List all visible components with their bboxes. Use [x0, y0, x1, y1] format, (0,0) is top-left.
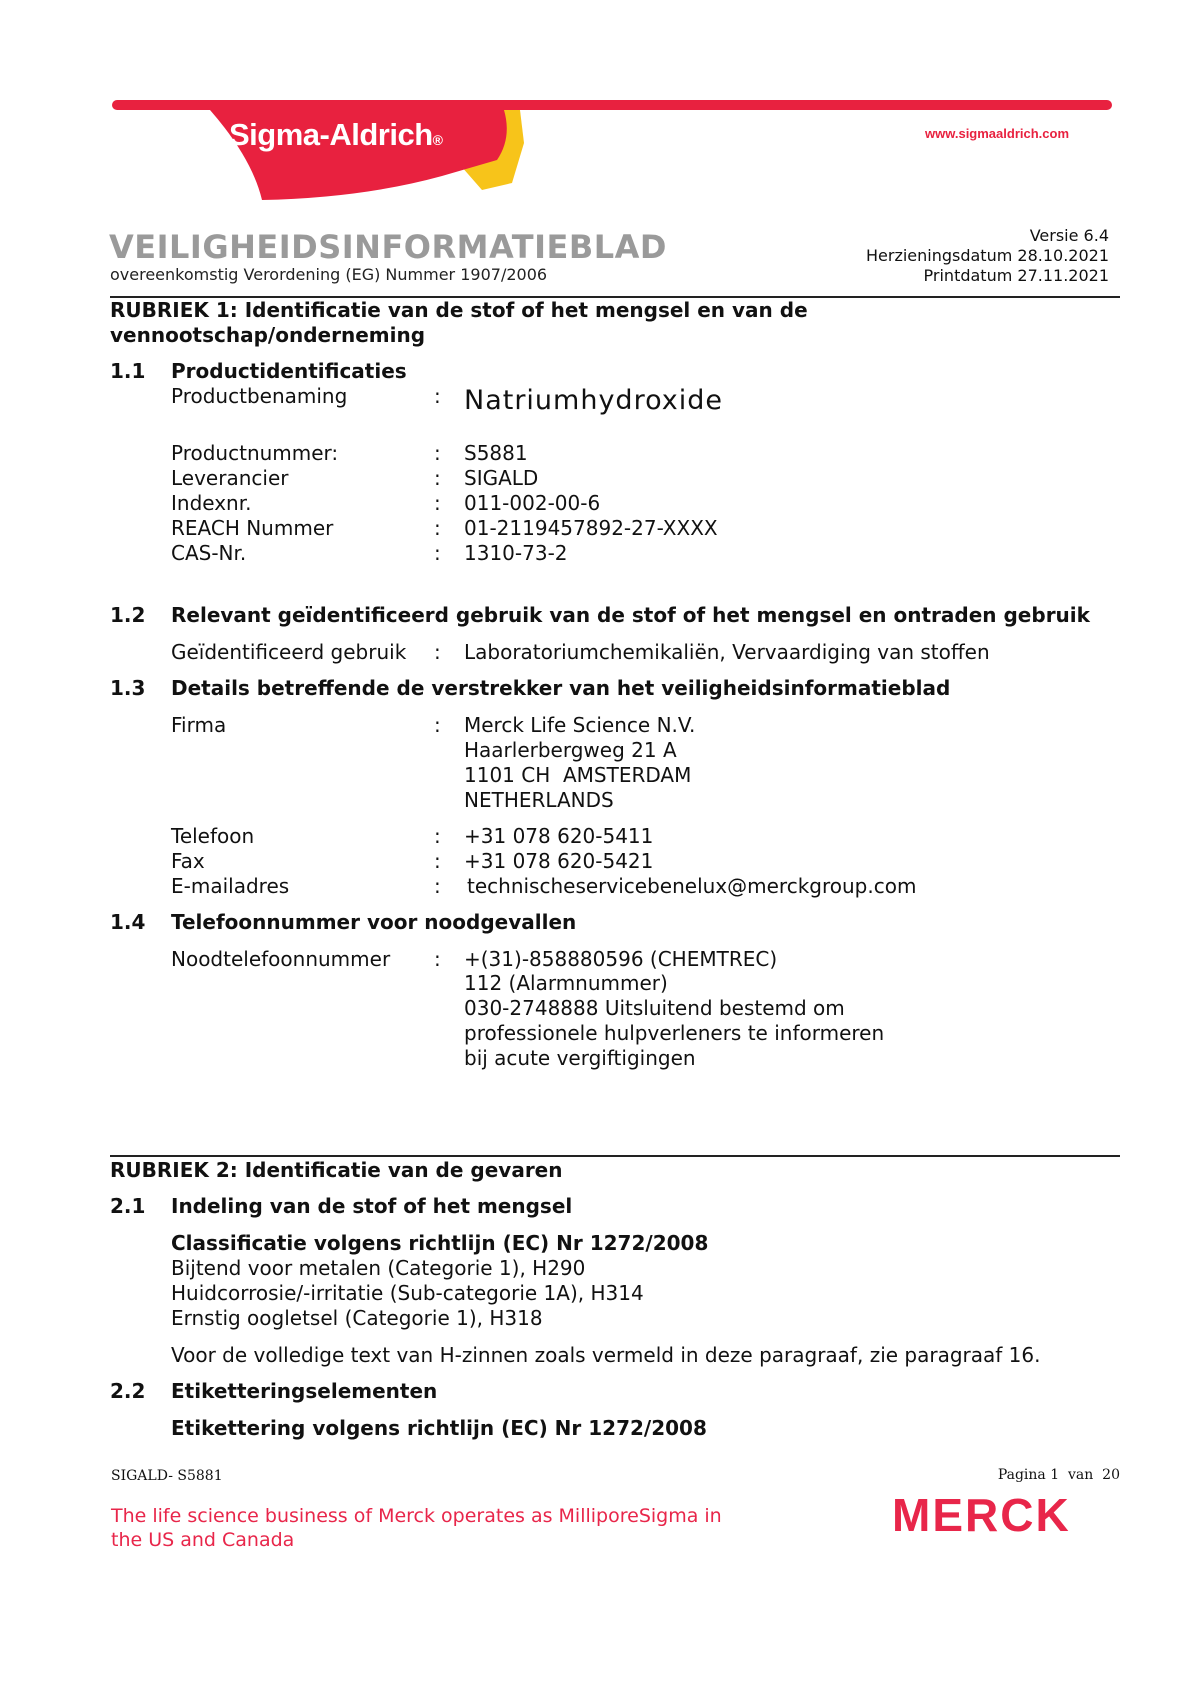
- phone-value: +31 078 620-5411: [464, 824, 654, 848]
- header-banner: [112, 98, 1112, 208]
- field-value: S5881: [464, 441, 528, 465]
- merck-logo-text: MERCK: [892, 1489, 1071, 1541]
- field-label: CAS-Nr.: [171, 541, 247, 565]
- colon: :: [434, 947, 441, 971]
- section-title: Etiketteringselementen: [171, 1379, 438, 1403]
- section-title: Telefoonnummer voor noodgevallen: [171, 910, 577, 934]
- address-line: Haarlerbergweg 21 A: [464, 738, 677, 762]
- colon: :: [434, 849, 441, 873]
- colon: :: [434, 713, 441, 737]
- field-label: Productnummer:: [171, 441, 339, 465]
- field-value: 1310-73-2: [464, 541, 568, 565]
- section-title: Productidentificaties: [171, 359, 407, 383]
- field-label: Fax: [171, 849, 205, 873]
- document-subtitle: overeenkomstig Verordening (EG) Nummer 1907/2006: [110, 265, 548, 284]
- section-title: Relevant geïdentificeerd gebruik van de stof of het mengsel en ontraden gebruik: [171, 603, 1090, 627]
- brand-mark: ®: [432, 132, 443, 148]
- emergency-line: 030-2748888 Uitsluitend bestemd om: [464, 996, 845, 1020]
- section-number: 2.1: [110, 1194, 146, 1218]
- emergency-line: professionele hulpverleners te informeren: [464, 1021, 885, 1045]
- hazard-note: Voor de volledige text van H-zinnen zoals vermeld in deze paragraaf, zie paragraaf 16.: [171, 1343, 1041, 1367]
- divider: [110, 1155, 1120, 1157]
- section1-title-line2: vennootschap/onderneming: [110, 323, 426, 347]
- emergency-line: 112 (Alarmnummer): [464, 971, 668, 995]
- colon: :: [434, 541, 441, 565]
- website-link[interactable]: www.sigmaaldrich.com: [925, 126, 1070, 141]
- hazard-item: Bijtend voor metalen (Categorie 1), H290: [171, 1256, 586, 1280]
- print-date: Printdatum 27.11.2021: [923, 266, 1109, 285]
- address-line: NETHERLANDS: [464, 788, 614, 812]
- colon: :: [434, 640, 441, 664]
- field-label: Telefoon: [171, 824, 255, 848]
- section-number: 2.2: [110, 1379, 146, 1403]
- field-value: 011-002-00-6: [464, 491, 601, 515]
- version: Versie 6.4: [1029, 226, 1109, 245]
- footer-note-line2: the US and Canada: [111, 1529, 295, 1551]
- brand-text: Sigma-Aldrich: [229, 117, 433, 152]
- field-value: SIGALD: [464, 466, 539, 490]
- section2-title: RUBRIEK 2: Identificatie van de gevaren: [110, 1158, 563, 1182]
- hazard-item: Huidcorrosie/-irritatie (Sub-categorie 1A), H314: [171, 1281, 644, 1305]
- field-label: E-mailadres: [171, 874, 290, 898]
- footer-note-line1: The life science business of Merck operates as MilliporeSigma in: [111, 1505, 722, 1527]
- fax-value: +31 078 620-5421: [464, 849, 654, 873]
- section-title: Indeling van de stof of het mengsel: [171, 1194, 573, 1218]
- field-label: Firma: [171, 713, 227, 737]
- section-number: 1.1: [110, 359, 146, 383]
- colon: :: [434, 441, 441, 465]
- emergency-line: bij acute vergiftigingen: [464, 1046, 696, 1070]
- section1-title-line1: RUBRIEK 1: Identificatie van de stof of het mengsel en van de: [110, 298, 808, 322]
- sigma-aldrich-logo: [112, 98, 1112, 208]
- colon: :: [434, 516, 441, 540]
- merck-logo: [892, 1490, 1114, 1540]
- address-line: 1101 CH AMSTERDAM: [464, 763, 692, 787]
- emergency-line: +(31)-858880596 (CHEMTREC): [464, 947, 778, 971]
- section-number: 1.2: [110, 603, 146, 627]
- revision-date: Herzieningsdatum 28.10.2021: [865, 246, 1109, 265]
- field-label: REACH Nummer: [171, 516, 334, 540]
- field-label: Noodtelefoonnummer: [171, 947, 391, 971]
- brand-name: [229, 117, 442, 153]
- document-title: VEILIGHEIDSINFORMATIEBLAD: [109, 228, 667, 266]
- field-label: Geïdentificeerd gebruik: [171, 640, 407, 664]
- section-number: 1.3: [110, 676, 146, 700]
- colon: :: [434, 824, 441, 848]
- field-value: 01-2119457892-27-XXXX: [464, 516, 718, 540]
- product-name: Natriumhydroxide: [464, 385, 723, 416]
- colon: :: [434, 491, 441, 515]
- product-label: Productbenaming: [171, 384, 348, 408]
- section-title: Details betreffende de verstrekker van het veiligheidsinformatieblad: [171, 676, 951, 700]
- field-value: Laboratoriumchemikaliën, Vervaardiging van stoffen: [464, 640, 990, 664]
- field-label: Indexnr.: [171, 491, 252, 515]
- labelling-subtitle: Etikettering volgens richtlijn (EC) Nr 1272/2008: [171, 1416, 707, 1440]
- page-number: Pagina 1 van 20: [997, 1467, 1120, 1483]
- classification-subtitle: Classificatie volgens richtlijn (EC) Nr 1272/2008: [171, 1231, 709, 1255]
- section-number: 1.4: [110, 910, 146, 934]
- field-label: Leverancier: [171, 466, 289, 490]
- colon: :: [434, 874, 441, 898]
- colon: :: [434, 384, 441, 408]
- doc-code: SIGALD- S5881: [111, 1468, 223, 1484]
- colon: :: [434, 466, 441, 490]
- email-link[interactable]: technischeservicebenelux@merckgroup.com: [467, 874, 917, 898]
- hazard-item: Ernstig oogletsel (Categorie 1), H318: [171, 1306, 543, 1330]
- address-line: Merck Life Science N.V.: [464, 713, 696, 737]
